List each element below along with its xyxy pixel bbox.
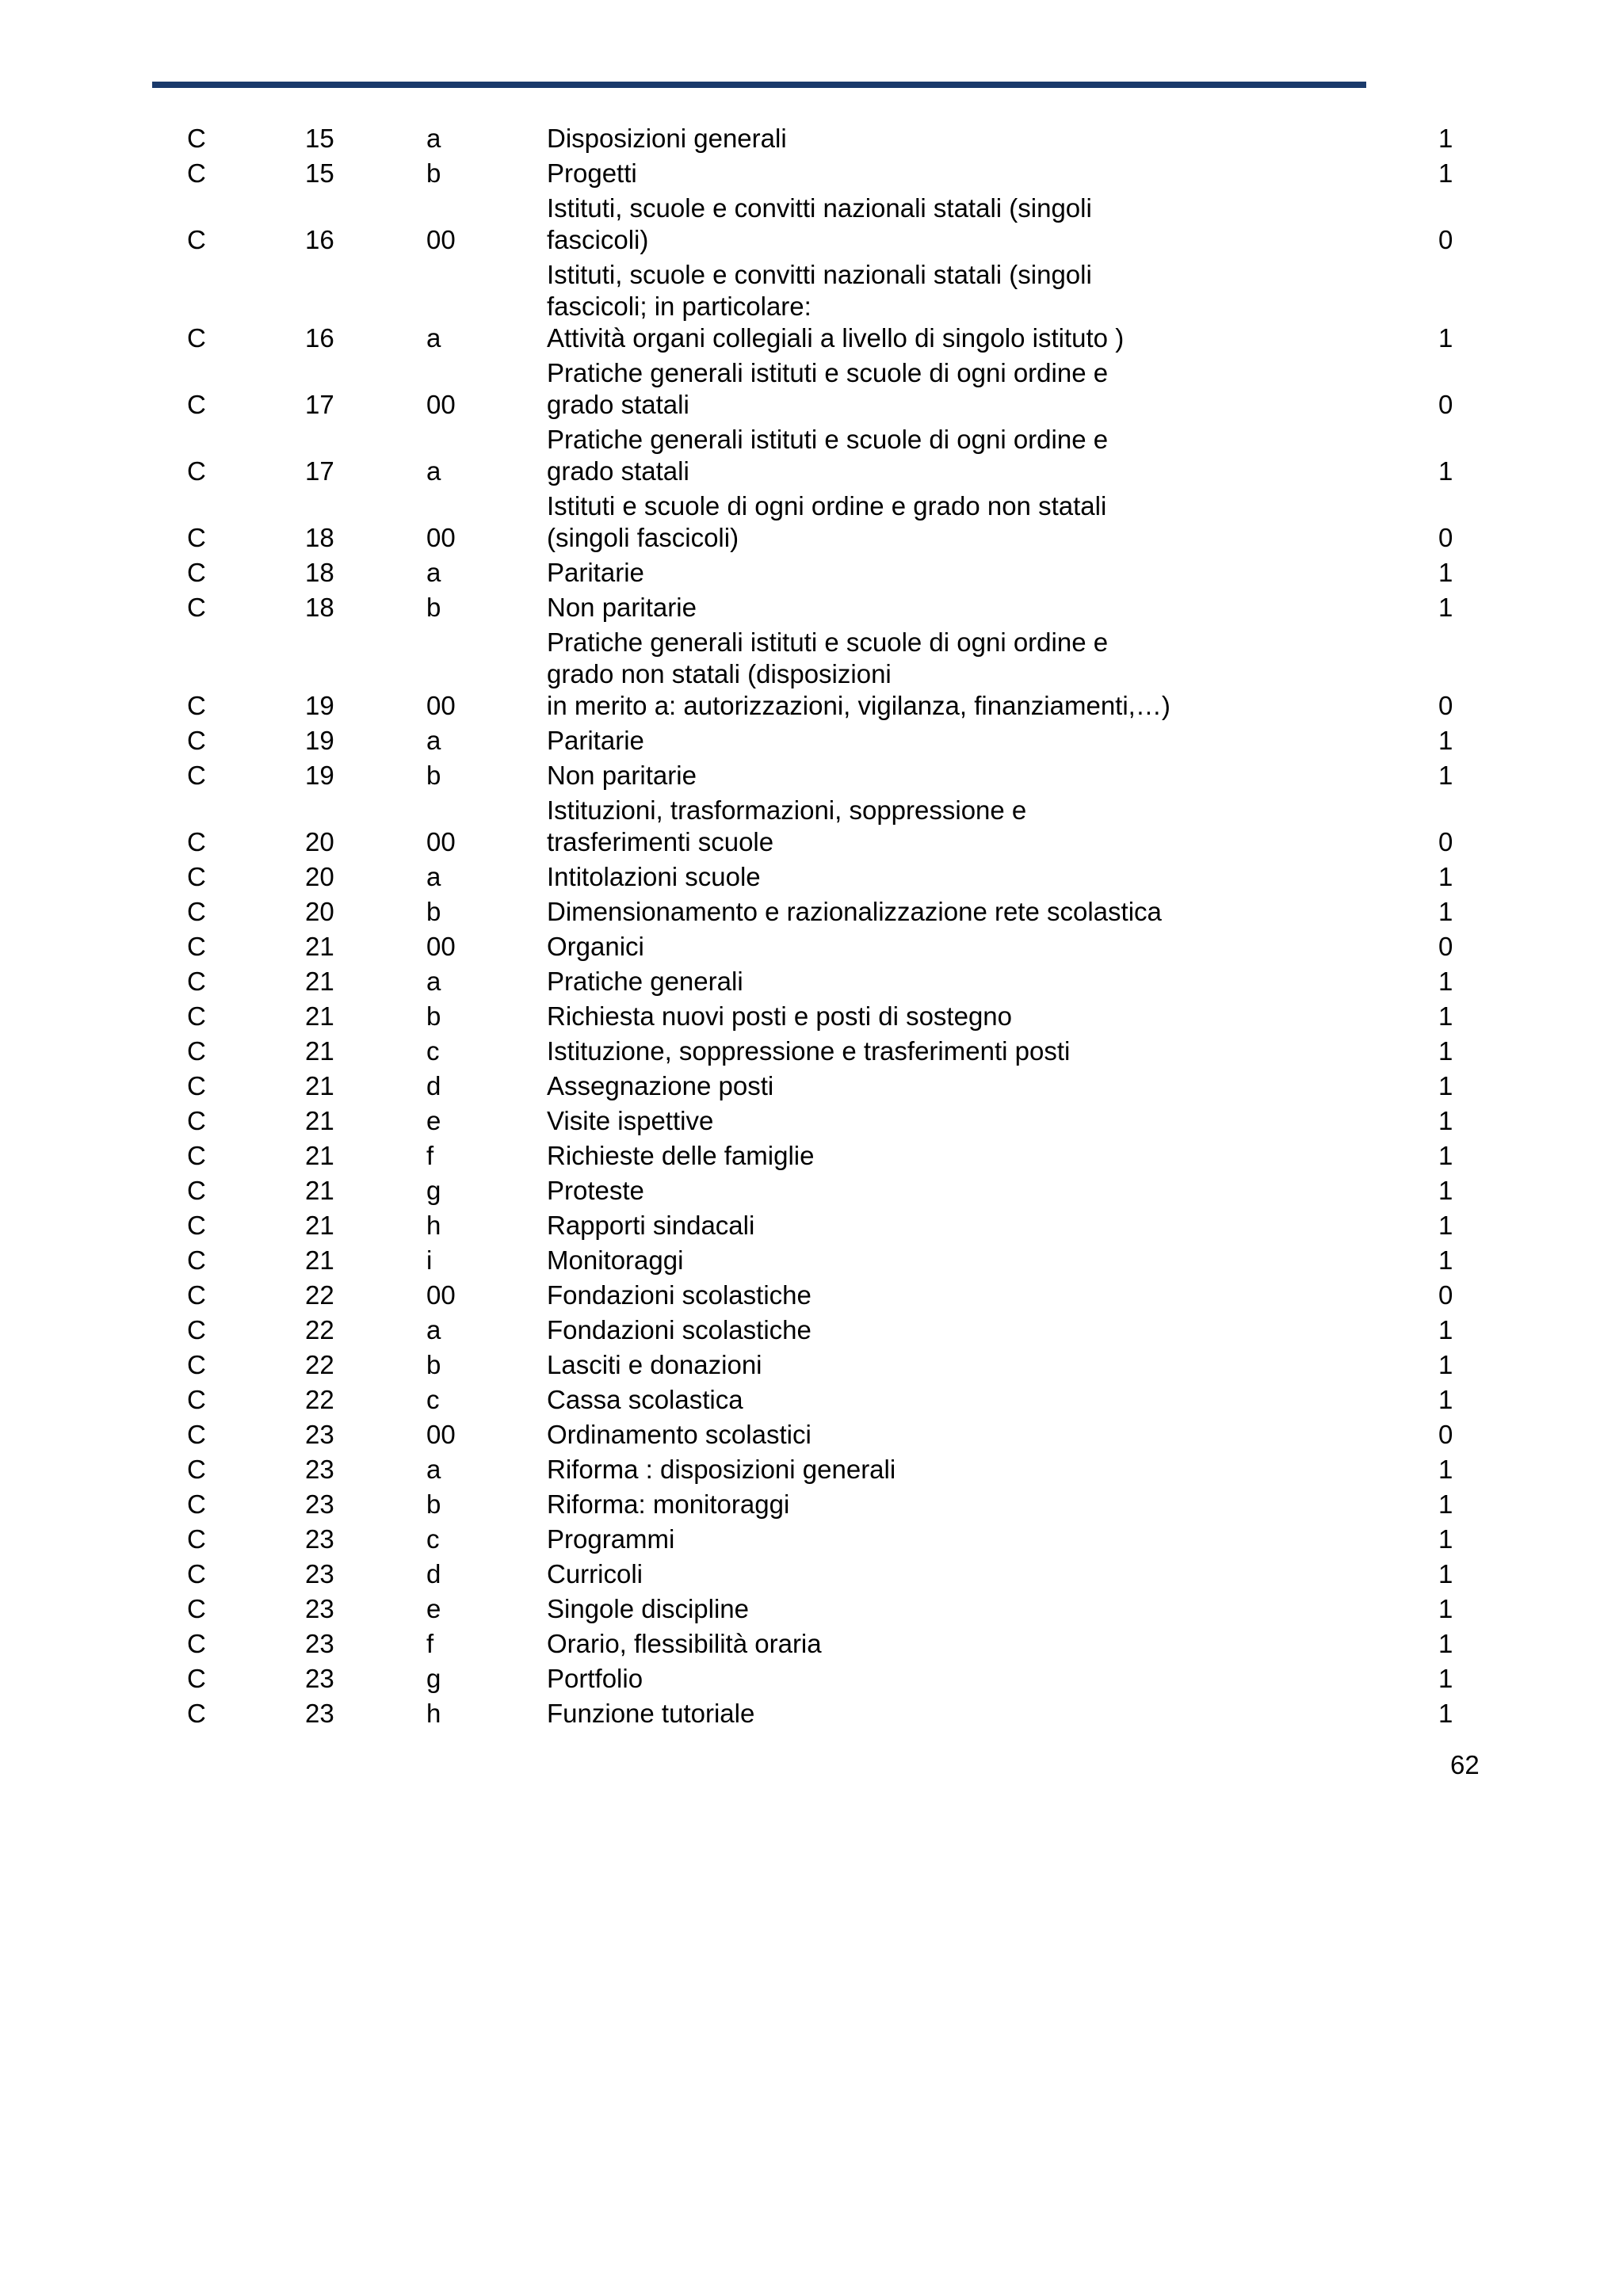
table-row [0,121,1623,156]
table-row [0,1138,1623,1173]
description-line: in merito a: autorizzazioni, vigilanza, finanziamenti,…) [547,691,1170,720]
description-cell [547,1140,1419,1172]
series-cell: C [187,1106,206,1135]
table-row [0,793,1623,860]
class-cell: 22 [305,1315,334,1344]
description-line: Organici [547,932,644,961]
description-cell [547,1698,1419,1730]
description-cell [547,1349,1419,1381]
table-row [0,1348,1623,1383]
description-line: trasferimenti scuole [547,827,774,856]
description-line: Singole discipline [547,1594,749,1623]
class-cell: 17 [305,456,334,486]
flag-cell: 1 [1438,761,1453,790]
series-cell: C [187,1141,206,1170]
class-cell: 23 [305,1664,334,1693]
description-line: Assegnazione posti [547,1071,774,1100]
subclass-cell: 00 [426,390,456,419]
table-row [0,894,1623,929]
subclass-cell: i [426,1245,433,1275]
class-cell: 21 [305,967,334,996]
table-row [0,1557,1623,1592]
table-row [0,1696,1623,1731]
flag-cell: 1 [1438,1629,1453,1658]
description-cell [547,896,1419,928]
subclass-cell: a [426,1315,441,1344]
description-cell [547,1419,1419,1451]
flag-cell: 1 [1438,862,1453,891]
description-line: Fondazioni scolastiche [547,1280,812,1310]
description-cell [547,966,1419,997]
table-row [0,1627,1623,1661]
subclass-cell: b [426,1001,441,1031]
flag-cell: 1 [1438,456,1453,486]
flag-cell: 1 [1438,1106,1453,1135]
class-cell: 23 [305,1420,334,1449]
flag-cell: 1 [1438,124,1453,153]
description-line: Curricoli [547,1559,643,1589]
description-line: fascicoli) [547,225,649,254]
subclass-cell: f [426,1629,434,1658]
description-cell [547,1524,1419,1555]
flag-cell: 0 [1438,1420,1453,1449]
description-cell [547,1314,1419,1346]
description-cell [547,1245,1419,1276]
description-cell [547,1105,1419,1137]
table-row [0,590,1623,625]
description-cell [547,357,1419,421]
class-cell: 22 [305,1350,334,1379]
subclass-cell: a [426,1455,441,1484]
class-cell: 19 [305,691,334,720]
description-cell [547,193,1419,256]
description-line: Progetti [547,158,637,188]
description-line: Richieste delle famiglie [547,1141,815,1170]
series-cell: C [187,1211,206,1240]
series-cell: C [187,558,206,587]
subclass-cell: a [426,862,441,891]
description-cell [547,1384,1419,1416]
flag-cell: 1 [1438,1315,1453,1344]
class-cell: 23 [305,1455,334,1484]
flag-cell: 1 [1438,1176,1453,1205]
description-cell [547,158,1419,189]
flag-cell: 1 [1438,1036,1453,1066]
flag-cell: 1 [1438,1211,1453,1240]
series-cell: C [187,1524,206,1554]
flag-cell: 1 [1438,1071,1453,1100]
series-cell: C [187,1664,206,1693]
table-row [0,191,1623,257]
class-cell: 20 [305,897,334,926]
description-line: Portfolio [547,1664,643,1693]
subclass-cell: g [426,1176,441,1205]
series-cell: C [187,827,206,856]
flag-cell: 1 [1438,1699,1453,1728]
subclass-cell: h [426,1211,441,1240]
table-row [0,1313,1623,1348]
subclass-cell: b [426,1350,441,1379]
description-line: Pratiche generali istituti e scuole di ogni ordine e [547,358,1109,387]
subclass-cell: d [426,1071,441,1100]
flag-cell: 1 [1438,897,1453,926]
description-line: Proteste [547,1176,644,1205]
series-cell: C [187,1036,206,1066]
class-cell: 16 [305,225,334,254]
class-cell: 18 [305,523,334,552]
class-cell: 20 [305,827,334,856]
class-cell: 23 [305,1489,334,1519]
class-cell: 19 [305,761,334,790]
series-cell: C [187,1629,206,1658]
subclass-cell: 00 [426,1280,456,1310]
series-cell: C [187,1315,206,1344]
series-cell: C [187,1559,206,1589]
subclass-cell: e [426,1594,441,1623]
class-cell: 18 [305,593,334,622]
table-row [0,422,1623,489]
series-cell: C [187,1280,206,1310]
table-row [0,999,1623,1034]
class-cell: 22 [305,1280,334,1310]
description-line: Monitoraggi [547,1245,684,1275]
flag-cell: 1 [1438,158,1453,188]
series-cell: C [187,323,206,353]
description-line: Paritarie [547,558,644,587]
flag-cell: 1 [1438,1664,1453,1693]
table-row [0,1487,1623,1522]
description-line: Istituzione, soppressione e trasferimenti posti [547,1036,1071,1066]
class-cell: 21 [305,1245,334,1275]
class-cell: 21 [305,1176,334,1205]
description-cell [547,627,1419,722]
flag-cell: 1 [1438,726,1453,755]
series-cell: C [187,1489,206,1519]
description-cell [547,592,1419,624]
series-cell: C [187,1350,206,1379]
series-cell: C [187,1385,206,1414]
description-line: Visite ispettive [547,1106,714,1135]
subclass-cell: b [426,593,441,622]
table-row [0,1661,1623,1696]
subclass-cell: 00 [426,932,456,961]
table-row [0,929,1623,964]
class-cell: 23 [305,1594,334,1623]
description-cell [547,1175,1419,1207]
description-line: Rapporti sindacali [547,1211,755,1240]
description-cell [547,1280,1419,1311]
series-cell: C [187,1001,206,1031]
series-cell: C [187,726,206,755]
flag-cell: 1 [1438,323,1453,353]
flag-cell: 0 [1438,390,1453,419]
flag-cell: 1 [1438,558,1453,587]
flag-cell: 1 [1438,1001,1453,1031]
subclass-cell: 00 [426,1420,456,1449]
description-line: Pratiche generali istituti e scuole di ogni ordine e [547,627,1109,657]
class-cell: 21 [305,1001,334,1031]
class-cell: 21 [305,1036,334,1066]
description-cell [547,1663,1419,1695]
table-row [0,1522,1623,1557]
flag-cell: 1 [1438,1594,1453,1623]
description-line: Istituti, scuole e convitti nazionali statali (singoli [547,193,1092,223]
description-line: Non paritarie [547,761,697,790]
flag-cell: 0 [1438,1280,1453,1310]
description-cell [547,931,1419,963]
description-line: grado non statali (disposizioni [547,659,892,688]
description-line: (singoli fascicoli) [547,523,739,552]
series-cell: C [187,932,206,961]
description-line: Disposizioni generali [547,124,787,153]
description-cell [547,259,1419,354]
subclass-cell: d [426,1559,441,1589]
class-cell: 23 [305,1629,334,1658]
subclass-cell: a [426,726,441,755]
subclass-cell: f [426,1141,434,1170]
subclass-cell: 00 [426,691,456,720]
description-cell [547,1454,1419,1486]
description-cell [547,1593,1419,1625]
table-row [0,860,1623,894]
table-row [0,489,1623,555]
table-row [0,1208,1623,1243]
table-row [0,758,1623,793]
table-row [0,555,1623,590]
table-row [0,1383,1623,1417]
class-cell: 20 [305,862,334,891]
subclass-cell: c [426,1385,440,1414]
header-rule [152,82,1366,88]
table-row [0,1243,1623,1278]
table-row [0,625,1623,723]
flag-cell: 1 [1438,1455,1453,1484]
description-line: Istituti e scuole di ogni ordine e grado non statali [547,491,1107,521]
description-line: Intitolazioni scuole [547,862,761,891]
subclass-cell: b [426,897,441,926]
class-cell: 21 [305,1141,334,1170]
table-row [0,1104,1623,1138]
class-cell: 16 [305,323,334,353]
series-cell: C [187,691,206,720]
description-line: Attività organi collegiali a livello di singolo istituto ) [547,323,1125,353]
series-cell: C [187,593,206,622]
table-row [0,1173,1623,1208]
series-cell: C [187,761,206,790]
description-cell [547,1489,1419,1520]
description-cell [547,1001,1419,1032]
description-line: Riforma : disposizioni generali [547,1455,896,1484]
table-row [0,964,1623,999]
subclass-cell: a [426,323,441,353]
description-cell [547,490,1419,554]
description-line: grado statali [547,456,689,486]
class-cell: 18 [305,558,334,587]
flag-cell: 1 [1438,1385,1453,1414]
description-cell [547,1035,1419,1067]
page-number: 62 [1450,1750,1480,1779]
series-cell: C [187,1245,206,1275]
description-cell [547,557,1419,589]
table-row [0,1417,1623,1452]
description-line: Dimensionamento e razionalizzazione rete scolastica [547,897,1162,926]
class-cell: 22 [305,1385,334,1414]
description-line: Pratiche generali istituti e scuole di ogni ordine e [547,425,1109,454]
class-cell: 15 [305,124,334,153]
class-cell: 21 [305,1071,334,1100]
series-cell: C [187,1176,206,1205]
table-row [0,723,1623,758]
flag-cell: 0 [1438,691,1453,720]
flag-cell: 1 [1438,967,1453,996]
description-line: Ordinamento scolastici [547,1420,812,1449]
classification-table [0,121,1623,1731]
series-cell: C [187,1071,206,1100]
description-line: Non paritarie [547,593,697,622]
series-cell: C [187,158,206,188]
flag-cell: 1 [1438,1524,1453,1554]
description-cell [547,424,1419,487]
subclass-cell: g [426,1664,441,1693]
description-line: Lasciti e donazioni [547,1350,762,1379]
description-line: Fondazioni scolastiche [547,1315,812,1344]
table-row [0,1069,1623,1104]
subclass-cell: b [426,158,441,188]
subclass-cell: 00 [426,225,456,254]
description-cell [547,1628,1419,1660]
description-line: grado statali [547,390,689,419]
description-cell [547,760,1419,791]
flag-cell: 0 [1438,225,1453,254]
description-cell [547,1210,1419,1241]
description-line: Riforma: monitoraggi [547,1489,790,1519]
subclass-cell: b [426,1489,441,1519]
subclass-cell: b [426,761,441,790]
subclass-cell: 00 [426,827,456,856]
series-cell: C [187,1420,206,1449]
description-cell [547,861,1419,893]
subclass-cell: 00 [426,523,456,552]
class-cell: 23 [305,1559,334,1589]
subclass-cell: a [426,967,441,996]
description-cell [547,123,1419,154]
description-cell [547,1558,1419,1590]
table-row [0,356,1623,422]
description-cell [547,725,1419,757]
description-cell [547,1070,1419,1102]
series-cell: C [187,456,206,486]
flag-cell: 1 [1438,1489,1453,1519]
series-cell: C [187,124,206,153]
subclass-cell: h [426,1699,441,1728]
description-line: Richiesta nuovi posti e posti di sostegno [547,1001,1013,1031]
series-cell: C [187,1594,206,1623]
series-cell: C [187,225,206,254]
description-line: Programmi [547,1524,675,1554]
subclass-cell: e [426,1106,441,1135]
series-cell: C [187,1699,206,1728]
flag-cell: 1 [1438,1559,1453,1589]
series-cell: C [187,967,206,996]
table-row [0,257,1623,356]
class-cell: 23 [305,1699,334,1728]
flag-cell: 1 [1438,1141,1453,1170]
description-line: Paritarie [547,726,644,755]
flag-cell: 1 [1438,1350,1453,1379]
class-cell: 21 [305,932,334,961]
description-line: fascicoli; in particolare: [547,292,812,321]
series-cell: C [187,390,206,419]
series-cell: C [187,862,206,891]
class-cell: 21 [305,1211,334,1240]
table-row [0,1452,1623,1487]
description-line: Funzione tutoriale [547,1699,755,1728]
flag-cell: 0 [1438,827,1453,856]
class-cell: 15 [305,158,334,188]
table-row [0,1278,1623,1313]
table-row [0,1592,1623,1627]
description-line: Istituzioni, trasformazioni, soppressione e [547,795,1027,825]
series-cell: C [187,897,206,926]
subclass-cell: c [426,1524,440,1554]
description-line: Pratiche generali [547,967,743,996]
class-cell: 21 [305,1106,334,1135]
flag-cell: 1 [1438,593,1453,622]
series-cell: C [187,523,206,552]
subclass-cell: c [426,1036,440,1066]
subclass-cell: a [426,558,441,587]
flag-cell: 0 [1438,523,1453,552]
class-cell: 19 [305,726,334,755]
series-cell: C [187,1455,206,1484]
flag-cell: 1 [1438,1245,1453,1275]
table-row [0,156,1623,191]
class-cell: 23 [305,1524,334,1554]
description-line: Orario, flessibilità oraria [547,1629,822,1658]
description-line: Cassa scolastica [547,1385,743,1414]
description-cell [547,795,1419,858]
subclass-cell: a [426,124,441,153]
description-line: Istituti, scuole e convitti nazionali statali (singoli [547,260,1092,289]
subclass-cell: a [426,456,441,486]
table-row [0,1034,1623,1069]
class-cell: 17 [305,390,334,419]
flag-cell: 0 [1438,932,1453,961]
